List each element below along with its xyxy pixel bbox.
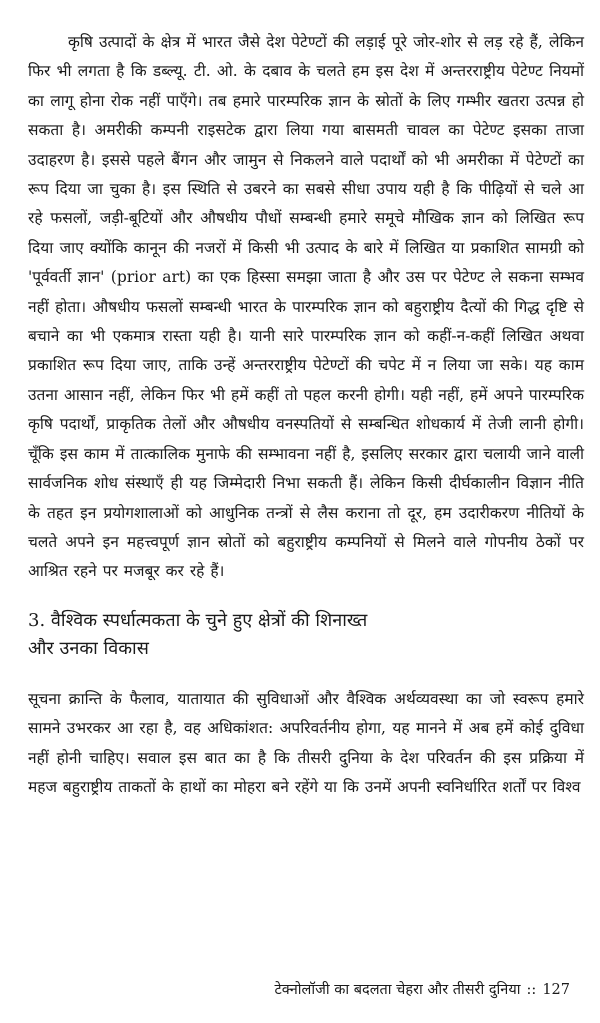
footer-separator: :: <box>526 982 537 998</box>
section-heading <box>28 607 584 663</box>
section-heading-line-1: 3. वैश्विक स्पर्धात्मकता के चुने हुए क्षेत्रों की शिनाख्त <box>28 609 368 631</box>
body-paragraph-2: सूचना क्रान्ति के फैलाव, यातायात की सुविधाओं और वैश्विक अर्थव्यवस्था का जो स्वरूप हमारे सामने उभरकर आ रहा है, वह अधिकांशत: अपरिवर्तनीय होगा, यह मानने में अब हमें कोई दुविधा नहीं होनी चाहिए। सवाल इस बात का है कि तीसरी दुनिया के देश परिवर्तन की इस प्रक्रिया में महज बहुराष्ट्रीय ताकतों के हाथों का मोहरा बने रहेंगे या कि उनमें अपनी स्वनिर्धारित शर्तों पर विश्व <box>28 689 584 796</box>
section-heading-line-2: और उनका विकास <box>28 637 149 659</box>
page-footer <box>274 980 570 1000</box>
running-title: टेक्नोलॉजी का बदलता चेहरा और तीसरी दुनिया <box>274 982 521 998</box>
body-paragraph-1: कृषि उत्पादों के क्षेत्र में भारत जैसे देश पेटेण्टों की लड़ाई पूरे जोर-शोर से लड़ रहे हैं, लेकिन फिर भी लगता है कि डब्ल्यू. टी. ओ. के दबाव के चलते हम इस देश में अन्तरराष्ट्रीय पेटेण्ट नियमों का लागू होना रोक नहीं पाएँगे। तब हमारे पारम्परिक ज्ञान के स्रोतों के लिए गम्भीर खतरा उत्पन्न हो सकता है। अमरीकी कम्पनी राइसटेक द्वारा लिया गया बासमती चावल का पेटेण्ट इसका ताजा उदाहरण है। इससे पहले बैंगन और जामुन से निकलने वाले पदार्थों को भी अमरीका में पेटेण्टों का रूप दिया जा चुका है। इस स्थिति से उबरने का सबसे सीधा उपाय यही है कि पीढ़ियों से चले आ रहे फसलों, जड़ी-बूटियों और औषधीय पौधों सम्बन्धी हमारे समूचे मौखिक ज्ञान को लिखित रूप दिया जाए क्योंकि कानून की नजरों में किसी भी उत्पाद के बारे में लिखित या प्रकाशित सामग्री को 'पूर्ववर्ती ज्ञान' (prior art) का एक हिस्सा समझा जाता है और उस पर पेटेण्ट ले सकना सम्भव नहीं होता। औषधीय फसलों सम्बन्धी भारत के पारम्परिक ज्ञान को बहुराष्ट्रीय दैत्यों की गिद्ध दृष्टि से बचाने का भी एकमात्र रास्ता यही है। यानी सारे पारम्परिक ज्ञान को कहीं-न-कहीं लिखित अथवा प्रकाशित रूप दिया जाए, ताकि उन्हें अन्तरराष्ट्रीय पेटेण्टों की चपेट में न लिया जा सके। यह काम उतना आसान नहीं, लेकिन फिर भी हमें कहीं तो पहल करनी होगी। यही नहीं, हमें अपने पारम्परिक कृषि पदार्थों, प्राकृतिक तेलों और औषधीय वनस्पतियों से सम्बन्धित शोधकार्य में तेजी लानी होगी। चूँकि इस काम में तात्कालिक मुनाफे की सम्भावना नहीं है, इसलिए सरकार द्वारा चलायी जाने वाली सार्वजनिक शोध संस्थाएँ ही यह जिम्मेदारी निभा सकती हैं। लेकिन किसी दीर्घकालीन विज्ञान नीति के तहत इन प्रयोगशालाओं को आधुनिक तन्त्रों से लैस कराना तो दूर, हम उदारीकरण नीतियों के चलते अपने इन महत्त्वपूर्ण ज्ञान स्रोतों को बहुराष्ट्रीय कम्पनियों से मिलने वाले गोपनीय ठेकों पर आश्रित रहने पर मजबूर कर रहे हैं। <box>28 33 584 581</box>
page-number: 127 <box>542 982 570 998</box>
book-page <box>28 28 584 802</box>
